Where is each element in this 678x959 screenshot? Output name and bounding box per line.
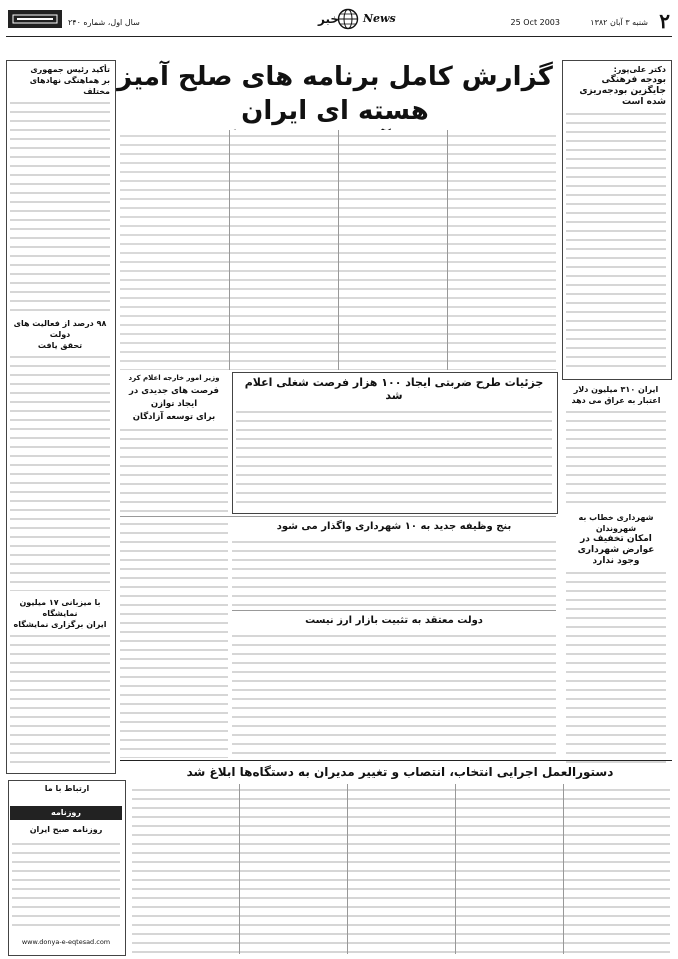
footer-masthead: روزنامه [10, 806, 122, 820]
box-title: جزئیات طرح ضربتی ایجاد ۱۰۰ هزار فرصت شغلی اعلام شد [244, 376, 544, 402]
section-rule [232, 610, 556, 611]
column-rule [347, 784, 348, 954]
logo-mark-icon [12, 13, 58, 25]
bottom-text [132, 784, 670, 954]
right-text-2 [566, 406, 666, 506]
issue-number: سال اول، شماره ۲۴۰ [68, 18, 140, 27]
newspaper-logo [8, 10, 62, 28]
right-title-3: شهرداری خطاب به شهروندان [578, 513, 654, 533]
column-rule [229, 130, 230, 370]
page-header [6, 6, 672, 37]
column-rule [338, 130, 339, 370]
job-creation-story [236, 376, 552, 508]
mid-title-1b: فرصت های جدیدی در ایجاد توازن [128, 386, 219, 409]
mid-title-2: بنج وظیفه جدید به ۱۰ شهرداری واگذار می شود [276, 521, 512, 532]
footer-publisher: روزنامه صبح ایران [29, 825, 103, 834]
left-text-2 [10, 351, 110, 591]
left-title-2b: تحقق یافت [37, 341, 83, 350]
mid-text-1 [120, 424, 228, 512]
left-title-1: تأکید رئیس جمهوری [30, 65, 110, 74]
right-title-2b: اعتبار به عراق می دهد [571, 396, 661, 405]
left-mid-text [120, 518, 228, 758]
left-title-3: با میزبانی ۱۷ میلیون نمایشگاه [19, 598, 101, 618]
mid-text-3 [232, 630, 556, 758]
mid-title-1: وزیر امور خارجه اعلام کرد [128, 374, 220, 382]
left-text-3 [10, 630, 110, 764]
right-title-3b: امکان تخفیف در عوارض شهرداری وجود ندارد [577, 534, 655, 566]
footer-website[interactable]: www.donya-e-eqtesad.com [21, 938, 111, 946]
left-text-1 [10, 97, 110, 312]
bottom-title: دستورالعمل اجرایی انتخاب، انتصاب و تغییر مدیران به دستگاه‌ها ابلاغ شد [186, 765, 614, 779]
right-text-3 [566, 567, 666, 764]
mid-title-1c: برای توسعه آزادگان [132, 412, 216, 422]
column-rule [239, 784, 240, 954]
page-number: ۲ [659, 9, 670, 33]
right-title-2: ایران ۳۱۰ میلیون دلار [573, 385, 659, 394]
bottom-rule [120, 760, 672, 761]
box-text [236, 406, 552, 508]
column-rule [563, 784, 564, 954]
mid-text-2 [232, 536, 556, 606]
globe-icon [337, 8, 359, 30]
footer-info-text [12, 838, 120, 930]
foreign-minister-story [120, 372, 228, 512]
column-rule [447, 130, 448, 370]
section-title-en: News [363, 12, 396, 25]
left-title-1b: بر هماهنگی نهادهای مختلف [29, 76, 110, 96]
right-column-top [566, 64, 666, 374]
date-fa: شنبه ۳ آبان ۱۳۸۲ [590, 18, 648, 27]
footer-label: ارتباط با ما [44, 784, 90, 793]
mid-title-3: دولت معتقد به تثبیت بازار ارز نیست [305, 615, 483, 626]
right-title-1b: بودجه فرهنگی جایگزین بودجه‌ریزی شده است [579, 75, 666, 107]
column-rule [455, 784, 456, 954]
left-title-3b: ایران برگزاری نمایشگاه [13, 620, 107, 629]
date-en: 25 Oct 2003 [510, 18, 560, 27]
right-title-1: دکتر علی‌پور: [613, 65, 666, 74]
left-column [10, 64, 110, 764]
headline-line-1: گزارش کامل برنامه های صلح آمیز هسته ای ایران [117, 62, 553, 126]
left-title-2: ۹۸ درصد از فعالیت های دولت [13, 319, 107, 339]
right-column-bottom [566, 384, 666, 764]
section-title-fa: خبر [318, 12, 340, 26]
right-text-1 [566, 108, 666, 374]
section-rule [120, 516, 556, 517]
